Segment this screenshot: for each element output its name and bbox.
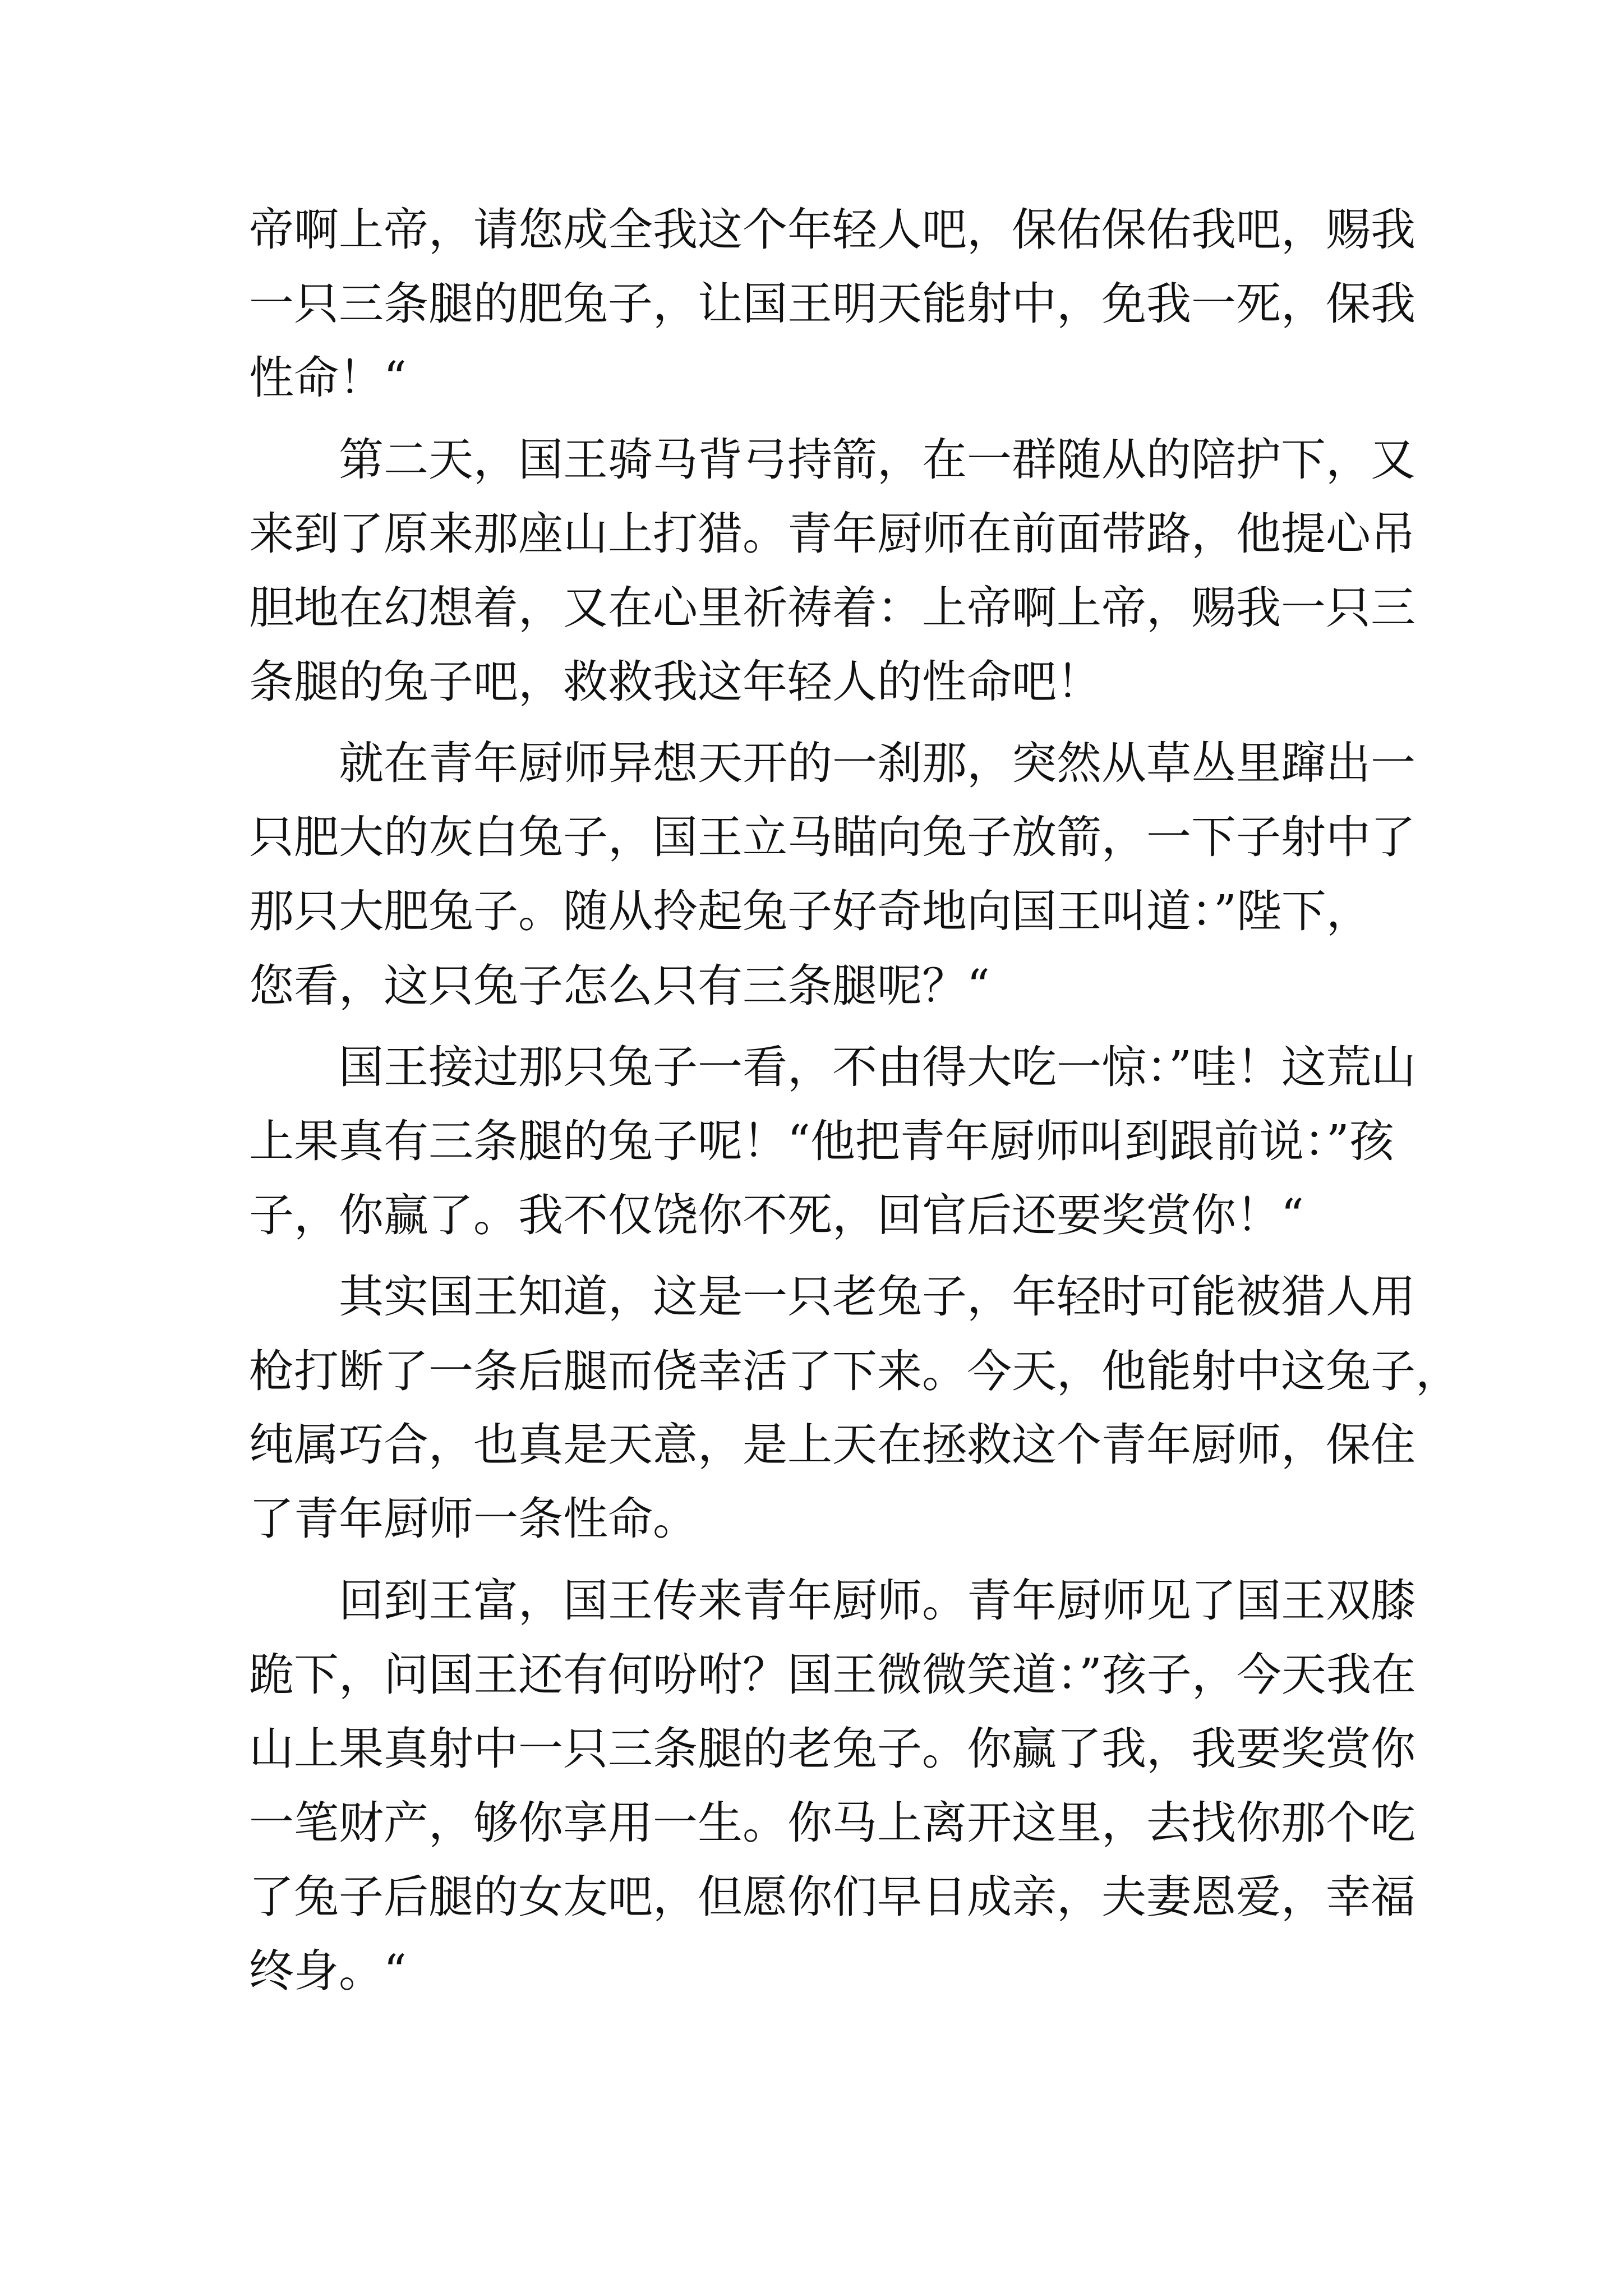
text-line: 了兔子后腿的女友吧，但愿你们早日成亲，夫妻恩爱，幸福 xyxy=(249,1871,1415,1923)
text-line: 纯属巧合，也真是天意，是上天在拯救这个青年厨师，保住 xyxy=(249,1419,1415,1471)
text-line: 第二天，国王骑马背弓持箭，在一群随从的陪护下，又 xyxy=(249,434,1415,486)
text-line: 帝啊上帝，请您成全我这个年轻人吧，保佑保佑我吧，赐我 xyxy=(249,204,1415,256)
text-line: 国王接过那只兔子一看，不由得大吃一惊：”哇！这荒山 xyxy=(249,1041,1416,1093)
text-line: 回到王富，国王传来青年厨师。青年厨师见了国王双膝 xyxy=(249,1575,1415,1627)
text-line: 子，你赢了。我不仅饶你不死，回官后还要奖赏你！“ xyxy=(249,1189,1304,1241)
text-line: 跪下，问国王还有何吩咐？国王微微笑道：”孩子，今天我在 xyxy=(249,1649,1416,1701)
text-line: 上果真有三条腿的兔子呢！“他把青年厨师叫到跟前说：”孩 xyxy=(249,1115,1394,1167)
text-line: 枪打断了一条后腿而侥幸活了下来。今天，他能射中这兔子， xyxy=(249,1345,1460,1397)
text-line: 终身。“ xyxy=(249,1945,407,1997)
text-line: 性命！“ xyxy=(249,352,407,404)
text-line: 只肥大的灰白兔子，国王立马瞄向兔子放箭，一下子射中了 xyxy=(249,811,1415,863)
text-line: 那只大肥兔子。随从拎起兔子好奇地向国王叫道：”陛下， xyxy=(249,885,1371,937)
text-line: 了青年厨师一条性命。 xyxy=(249,1493,698,1545)
text-line: 一只三条腿的肥兔子，让国王明天能射中，免我一死，保我 xyxy=(249,278,1415,330)
text-line: 条腿的兔子吧，救救我这年轻人的性命吧！ xyxy=(249,656,1101,708)
text-line: 就在青年厨师异想天开的一刹那，突然从草丛里蹿出一 xyxy=(249,737,1415,789)
text-line: 其实国王知道，这是一只老兔子，年轻时可能被猎人用 xyxy=(249,1271,1415,1323)
text-line: 您看，这只兔子怎么只有三条腿呢？“ xyxy=(249,960,990,1012)
text-line: 来到了原来那座山上打猎。青年厨师在前面带路，他提心吊 xyxy=(249,508,1415,560)
text-line: 山上果真射中一只三条腿的老兔子。你赢了我，我要奖赏你 xyxy=(249,1723,1415,1775)
text-line: 一笔财产，够你享用一生。你马上离开这里，去找你那个吃 xyxy=(249,1797,1415,1849)
text-line: 胆地在幻想着，又在心里祈祷着：上帝啊上帝，赐我一只三 xyxy=(249,582,1415,634)
